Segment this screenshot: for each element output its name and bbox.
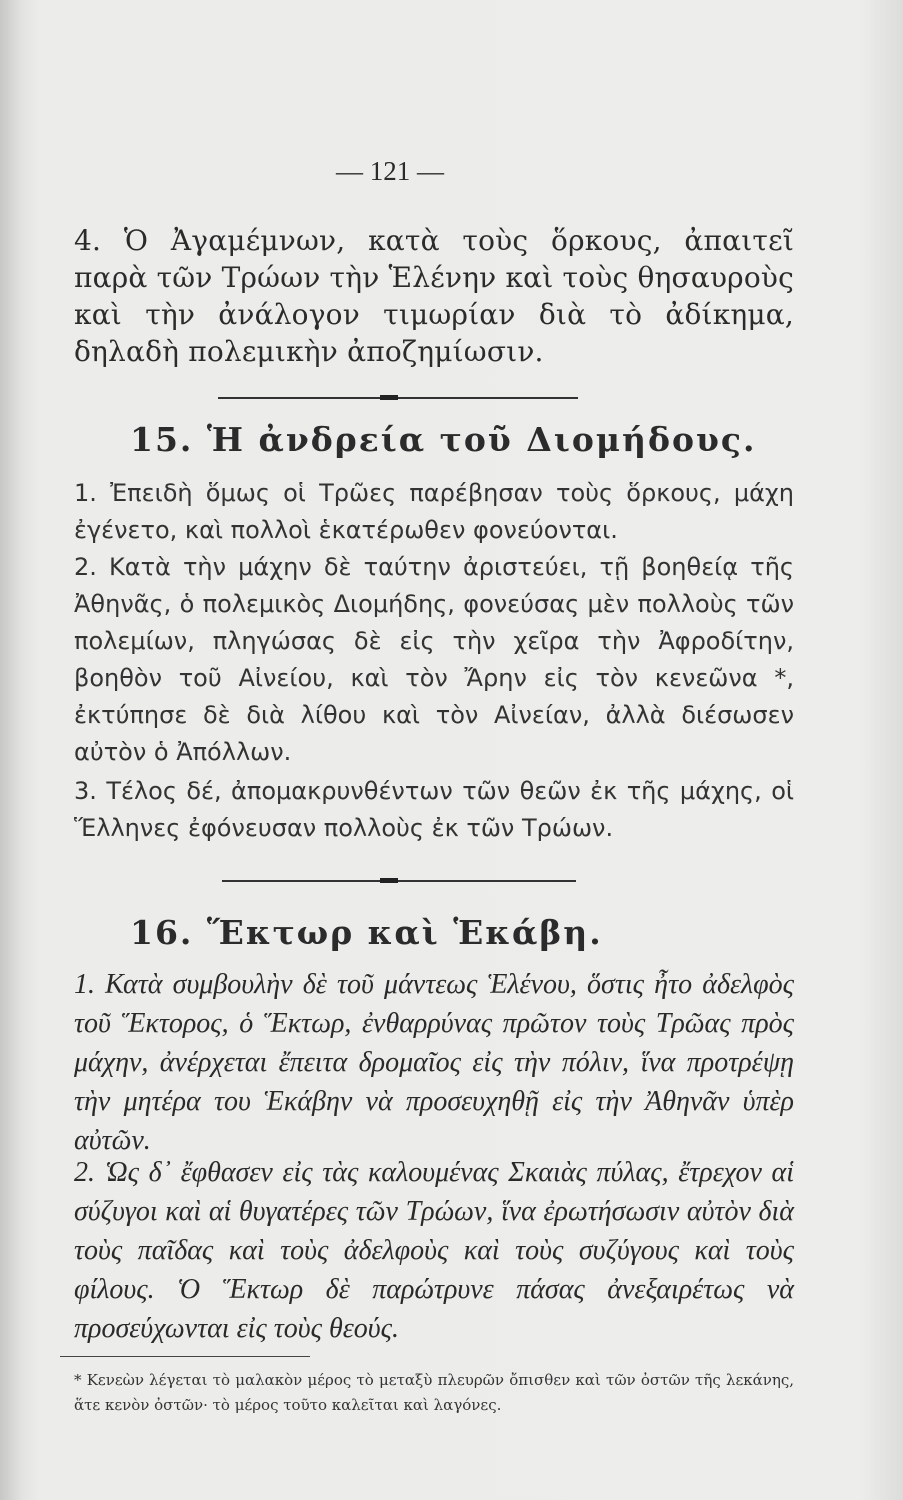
paragraph-section16-2: 2. Ὡς δ᾽ ἔφθασεν εἰς τὰς καλουμένας Σκαιὰς πύλας, ἔτρεχον αἱ σύζυγοι καὶ αἱ θυγατέρες τῶν Τρώων, ἵνα ἐρωτήσωσιν αὐτὸν διὰ τοὺς παῖδας καὶ τοὺς ἀδελφοὺς καὶ τοὺς συζύγους καὶ τοὺς φίλους. Ὁ Ἕκτωρ δὲ παρώτρυνε πάσας ἀνεξαιρέτως νὰ προσεύχωνται εἰς τοὺς θεούς. bbox=[74, 1157, 794, 1344]
paragraph-section15-1: 1. Ἐπειδὴ ὅμως οἱ Τρῶες παρέβησαν τοὺς ὅρκους, μάχη ἐγένετο, καὶ πολλοὶ ἑκατέρωθεν φονεύονται. bbox=[74, 479, 794, 544]
section16-heading: 16. Ἕκτωρ καὶ Ἑκάβη. bbox=[130, 913, 603, 952]
paragraph-section14-4: 4. Ὁ Ἀγαμέμνων, κατὰ τοὺς ὅρκους, ἀπαιτεῖ παρὰ τῶν Τρώων τὴν Ἑλένην καὶ τοὺς θησαυροὺς καὶ τὴν ἀνάλογον τιμωρίαν διὰ τὸ ἀδίκημα, δηλαδὴ πολεμικὴν ἀποζημίωσιν. bbox=[74, 224, 794, 368]
footnote-rule bbox=[60, 1356, 310, 1357]
paragraph-section15-3: 3. Τέλος δέ, ἀπομακρυνθέντων τῶν θεῶν ἐκ τῆς μάχης, οἱ Ἕλληνες ἐφόνευσαν πολλοὺς ἐκ τῶν Τρώων. bbox=[74, 777, 794, 842]
separator-ornament-2 bbox=[380, 878, 398, 883]
separator-ornament bbox=[380, 395, 398, 400]
section-separator-2 bbox=[222, 880, 576, 882]
paragraph-section16-1: 1. Κατὰ συμβουλὴν δὲ τοῦ μάντεως Ἑλένου, ὅστις ἦτο ἀδελφὸς τοῦ Ἕκτορος, ὁ Ἕκτωρ, ἐνθαρρύνας πρῶτον τοὺς Τρῶας πρὸς μάχην, ἀνέρχεται ἔπειτα δρομαῖος εἰς τὴν πόλιν, ἵνα προτρέψῃ τὴν μητέρα του Ἑκάβην νὰ προσευχηθῇ εἰς τὴν Ἀθηνᾶν ὑπὲρ αὐτῶν. bbox=[74, 969, 794, 1156]
page-number: — 121 — bbox=[336, 156, 444, 186]
section-separator bbox=[218, 397, 578, 399]
paragraph-section15-2: 2. Κατὰ τὴν μάχην δὲ ταύτην ἀριστεύει, τῇ βοηθείᾳ τῆς Ἀθηνᾶς, ὁ πολεμικὸς Διομήδης, φονεύσας μὲν πολλοὺς τῶν πολεμίων, πληγώσας δὲ εἰς τὴν χεῖρα τὴν Ἀφροδίτην, βοηθὸν τοῦ Αἰνείου, καὶ τὸν Ἄρην εἰς τὸν κενεῶνα *, ἐκτύπησε δὲ διὰ λίθου καὶ τὸν Αἰνείαν, ἀλλὰ διέσωσεν αὐτὸν ὁ Ἀπόλλων. bbox=[74, 553, 794, 766]
section15-heading: 15. Ἡ ἀνδρεία τοῦ Διομήδους. bbox=[130, 420, 757, 459]
spine-shadow bbox=[0, 0, 22, 1500]
footnote: * Κενεὼν λέγεται τὸ μαλακὸν μέρος τὸ μεταξὺ πλευρῶν ὄπισθεν καὶ τῶν ὀστῶν τῆς λεκάνης, ἅτε κενὸν ὀστῶν· τὸ μέρος τοῦτο καλεῖται καὶ λαγόνες. bbox=[74, 1371, 794, 1414]
